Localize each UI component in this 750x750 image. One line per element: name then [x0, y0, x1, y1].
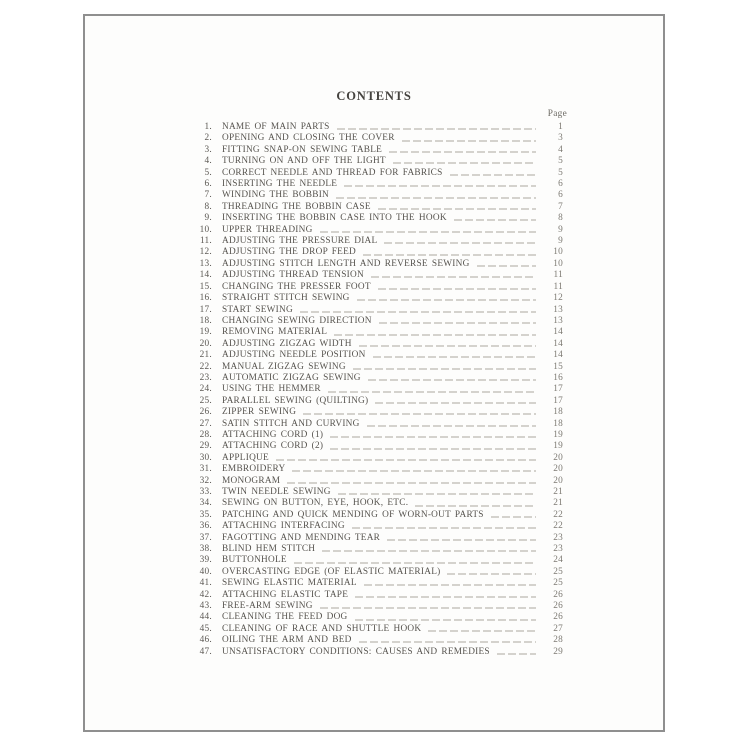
toc-row: [186, 647, 563, 658]
dotted-leader: [477, 266, 536, 267]
toc-entry-page: 20: [553, 452, 563, 463]
toc-row: [186, 327, 563, 338]
dotted-leader: [375, 402, 536, 403]
toc-entry-number: 26.: [199, 407, 212, 418]
page-title: CONTENTS: [336, 89, 412, 103]
toc-entry-title: TURNING ON AND OFF THE LIGHT: [222, 156, 386, 167]
toc-row: [186, 236, 563, 247]
toc-entry-number: 42.: [199, 589, 212, 600]
toc-row: [186, 156, 563, 167]
toc-entry-number: 2.: [204, 133, 212, 144]
toc-entry-page: 15: [553, 361, 563, 372]
dotted-leader: [320, 231, 536, 232]
toc-entry-page: 5: [558, 156, 563, 167]
toc-entry-title: FAGOTTING AND MENDING TEAR: [222, 532, 381, 543]
toc-entry-page: 26: [553, 612, 563, 623]
toc-entry-number: 5.: [204, 167, 212, 178]
toc-row: [186, 498, 563, 509]
toc-entry-page: 26: [553, 589, 563, 600]
toc-entry-number: 25.: [199, 395, 212, 406]
toc-row: [186, 145, 563, 156]
toc-entry-page: 23: [553, 532, 563, 543]
toc-entry-page: 23: [553, 544, 563, 555]
toc-row: [186, 476, 563, 487]
dotted-leader: [330, 437, 536, 438]
dotted-leader: [454, 220, 536, 221]
toc-entry-page: 19: [553, 441, 563, 452]
toc-entry-title: BLIND HEM STITCH: [222, 544, 316, 555]
dotted-leader: [336, 197, 536, 198]
toc-entry-page: 22: [553, 509, 563, 520]
toc-entry-title: ATTACHING CORD (1): [222, 429, 324, 440]
dotted-leader: [363, 254, 536, 255]
toc-entry-number: 21.: [199, 350, 212, 361]
toc-entry-page: 6: [558, 190, 563, 201]
toc-entry-title: TWIN NEEDLE SEWING: [222, 487, 331, 497]
toc-entry-title: NAME OF MAIN PARTS: [222, 122, 330, 132]
dotted-leader: [371, 277, 536, 278]
toc-entry-title: AUTOMATIC ZIGZAG SEWING: [222, 372, 361, 383]
toc-entry-number: 37.: [199, 532, 212, 543]
toc-entry-page: 25: [553, 566, 563, 577]
toc-entry-title: CLEANING OF RACE AND SHUTTLE HOOK: [222, 623, 422, 634]
dotted-leader: [359, 642, 536, 643]
toc-entry-title: PARALLEL SEWING (QUILTING): [222, 395, 369, 406]
toc-entry-page: 27: [553, 623, 563, 634]
toc-entry-title: ADJUSTING NEEDLE POSITION: [222, 350, 366, 361]
dotted-leader: [292, 471, 536, 472]
toc-row: [186, 168, 563, 179]
manual-page: [83, 14, 665, 732]
toc-entry-page: 25: [553, 578, 563, 589]
toc-row: [186, 350, 563, 361]
toc-entry-number: 9.: [204, 213, 212, 224]
toc-entry-number: 36.: [199, 521, 212, 532]
dotted-leader: [357, 300, 536, 301]
toc-entry-title: EMBROIDERY: [222, 464, 286, 475]
toc-entry-number: 27.: [199, 418, 212, 429]
toc-entry-page: 14: [553, 327, 563, 338]
toc-row: [186, 247, 563, 258]
toc-entry-number: 45.: [199, 623, 212, 634]
toc-row: [186, 305, 563, 316]
toc-entry-page: 17: [553, 395, 563, 406]
dotted-leader: [447, 574, 536, 575]
toc-row: [186, 590, 563, 601]
dotted-leader: [497, 653, 536, 654]
toc-entry-number: 6.: [204, 179, 212, 190]
toc-entry-page: 22: [553, 521, 563, 532]
toc-row: [186, 464, 563, 475]
dotted-leader: [300, 311, 536, 312]
toc-entry-number: 32.: [199, 475, 212, 486]
toc-entry-page: 4: [558, 144, 563, 155]
toc-row: [186, 373, 563, 384]
toc-row: [186, 282, 563, 293]
toc-entry-title: CHANGING THE PRESSER FOOT: [222, 281, 371, 292]
toc-entry-page: 10: [553, 247, 563, 258]
toc-entry-title: ADJUSTING THE DROP FEED: [222, 247, 356, 258]
toc-row: [186, 441, 563, 452]
toc-entry-number: 8.: [204, 201, 212, 212]
toc-list: [186, 122, 563, 658]
toc-entry-number: 35.: [199, 509, 212, 520]
toc-entry-title: STRAIGHT STITCH SEWING: [222, 293, 350, 304]
toc-entry-title: MANUAL ZIGZAG SEWING: [222, 361, 346, 372]
dotted-leader: [344, 186, 536, 187]
toc-row: [186, 384, 563, 395]
toc-entry-page: 12: [553, 293, 563, 304]
dotted-leader: [450, 174, 536, 175]
dotted-leader: [334, 334, 536, 335]
dotted-leader: [338, 494, 536, 495]
toc-entry-page: 10: [553, 258, 563, 269]
dotted-leader: [359, 345, 536, 346]
toc-entry-number: 20.: [199, 338, 212, 349]
dotted-leader: [378, 209, 536, 210]
toc-entry-page: 14: [553, 350, 563, 361]
toc-entry-title: ADJUSTING STITCH LENGTH AND REVERSE SEWING: [222, 258, 470, 269]
toc-entry-title: APPLIQUE: [222, 452, 269, 463]
dotted-leader: [373, 357, 536, 358]
toc-entry-title: ATTACHING ELASTIC TAPE: [222, 589, 349, 600]
toc-entry-page: 17: [553, 384, 563, 395]
dotted-leader: [337, 129, 536, 130]
dotted-leader: [294, 562, 536, 563]
toc-row: [186, 122, 563, 133]
toc-entry-number: 11.: [199, 236, 212, 247]
dotted-leader: [384, 243, 536, 244]
toc-entry-title: BUTTONHOLE: [222, 555, 287, 566]
toc-entry-title: ADJUSTING ZIGZAG WIDTH: [222, 338, 352, 349]
toc-entry-number: 46.: [199, 635, 212, 646]
dotted-leader: [393, 163, 536, 164]
toc-entry-page: 20: [553, 464, 563, 475]
dotted-leader: [491, 517, 536, 518]
toc-row: [186, 578, 563, 589]
toc-entry-title: OPENING AND CLOSING THE COVER: [222, 133, 395, 144]
dotted-leader: [364, 585, 536, 586]
toc-entry-number: 19.: [199, 327, 212, 338]
toc-entry-number: 30.: [199, 452, 212, 463]
toc-row: [186, 567, 563, 578]
toc-row: [186, 133, 563, 144]
toc-row: [186, 635, 563, 646]
toc-entry-page: 9: [558, 224, 563, 235]
toc-entry-number: 18.: [199, 315, 212, 326]
page-column-label: Page: [547, 109, 567, 119]
toc-entry-title: UPPER THREADING: [222, 224, 313, 235]
dotted-leader: [379, 323, 536, 324]
toc-entry-title: FREE-ARM SEWING: [222, 601, 313, 612]
toc-entry-title: REMOVING MATERIAL: [222, 327, 328, 338]
toc-entry-number: 41.: [199, 578, 212, 589]
toc-entry-number: 29.: [199, 441, 212, 452]
toc-entry-number: 43.: [199, 601, 212, 612]
toc-entry-title: OILING THE ARM AND BED: [222, 635, 352, 646]
toc-entry-page: 18: [553, 407, 563, 418]
toc-entry-number: 28.: [199, 429, 212, 440]
toc-row: [186, 202, 563, 213]
toc-entry-number: 33.: [199, 487, 212, 497]
toc-row: [186, 533, 563, 544]
toc-entry-title: INSERTING THE NEEDLE: [222, 179, 338, 190]
toc-entry-number: 23.: [199, 372, 212, 383]
toc-row: [186, 362, 563, 373]
toc-entry-page: 26: [553, 601, 563, 612]
toc-entry-title: PATCHING AND QUICK MENDING OF WORN-OUT PARTS: [222, 509, 484, 520]
toc-row: [186, 179, 563, 190]
dotted-leader: [322, 551, 536, 552]
toc-entry-title: ATTACHING CORD (2): [222, 441, 324, 452]
toc-entry-page: 11: [553, 281, 563, 292]
toc-entry-number: 44.: [199, 612, 212, 623]
toc-entry-page: 13: [553, 315, 563, 326]
dotted-leader: [287, 482, 536, 483]
toc-entry-number: 39.: [199, 555, 212, 566]
toc-row: [186, 510, 563, 521]
toc-entry-title: CORRECT NEEDLE AND THREAD FOR FABRICS: [222, 167, 443, 178]
toc-entry-title: WINDING THE BOBBIN: [222, 190, 330, 201]
toc-entry-page: 29: [553, 646, 563, 657]
toc-row: [186, 624, 563, 635]
toc-entry-title: START SEWING: [222, 304, 293, 315]
dotted-leader: [428, 631, 536, 632]
toc-entry-page: 9: [558, 236, 563, 247]
toc-entry-number: 34.: [199, 498, 212, 509]
toc-entry-page: 5: [558, 167, 563, 178]
dotted-leader: [387, 539, 536, 540]
dotted-leader: [415, 505, 536, 506]
toc-row: [186, 612, 563, 623]
dotted-leader: [303, 414, 536, 415]
toc-entry-number: 24.: [199, 384, 212, 395]
toc-row: [186, 487, 563, 498]
toc-row: [186, 430, 563, 441]
toc-row: [186, 521, 563, 532]
toc-entry-number: 1.: [204, 122, 212, 132]
toc-entry-title: USING THE HEMMER: [222, 384, 321, 395]
dotted-leader: [389, 152, 536, 153]
toc-row: [186, 407, 563, 418]
toc-entry-number: 3.: [204, 144, 212, 155]
toc-row: [186, 601, 563, 612]
toc-entry-title: FITTING SNAP-ON SEWING TABLE: [222, 144, 383, 155]
toc-entry-number: 13.: [199, 258, 212, 269]
toc-entry-title: THREADING THE BOBBIN CASE: [222, 201, 371, 212]
toc-row: [186, 190, 563, 201]
dotted-leader: [402, 140, 536, 141]
toc-entry-page: 16: [553, 372, 563, 383]
toc-row: [186, 259, 563, 270]
toc-entry-page: 7: [558, 201, 563, 212]
toc-entry-number: 15.: [199, 281, 212, 292]
toc-entry-page: 6: [558, 179, 563, 190]
toc-entry-number: 16.: [199, 293, 212, 304]
toc-entry-number: 4.: [204, 156, 212, 167]
dotted-leader: [368, 380, 536, 381]
toc-entry-title: INSERTING THE BOBBIN CASE INTO THE HOOK: [222, 213, 447, 224]
toc-entry-title: ADJUSTING THE PRESSURE DIAL: [222, 236, 378, 247]
dotted-leader: [330, 448, 536, 449]
toc-entry-number: 22.: [199, 361, 212, 372]
toc-entry-number: 17.: [199, 304, 212, 315]
toc-entry-page: 11: [553, 270, 563, 281]
toc-entry-title: SEWING ON BUTTON, EYE, HOOK, ETC.: [222, 498, 409, 509]
toc-entry-page: 14: [553, 338, 563, 349]
dotted-leader: [276, 459, 536, 460]
toc-row: [186, 213, 563, 224]
toc-entry-title: ATTACHING INTERFACING: [222, 521, 345, 532]
toc-entry-title: ZIPPER SEWING: [222, 407, 297, 418]
toc-row: [186, 419, 563, 430]
toc-entry-page: 13: [553, 304, 563, 315]
toc-row: [186, 293, 563, 304]
toc-entry-page: 3: [558, 133, 563, 144]
toc-entry-number: 14.: [199, 270, 212, 281]
toc-row: [186, 339, 563, 350]
toc-entry-title: UNSATISFACTORY CONDITIONS: CAUSES AND REMEDIES: [222, 646, 490, 657]
toc-entry-page: 21: [553, 487, 563, 497]
toc-entry-page: 24: [553, 555, 563, 566]
toc-entry-page: 8: [558, 213, 563, 224]
dotted-leader: [355, 619, 536, 620]
toc-entry-page: 1: [558, 122, 563, 132]
toc-entry-page: 28: [553, 635, 563, 646]
toc-entry-title: ADJUSTING THREAD TENSION: [222, 270, 364, 281]
toc-entry-number: 12.: [199, 247, 212, 258]
toc-row: [186, 225, 563, 236]
toc-entry-title: SATIN STITCH AND CURVING: [222, 418, 360, 429]
toc-row: [186, 270, 563, 281]
dotted-leader: [328, 391, 536, 392]
toc-entry-page: 18: [553, 418, 563, 429]
toc-entry-number: 47.: [199, 646, 212, 657]
toc-row: [186, 396, 563, 407]
toc-entry-title: SEWING ELASTIC MATERIAL: [222, 578, 357, 589]
toc-entry-page: 20: [553, 475, 563, 486]
toc-row: [186, 316, 563, 327]
toc-entry-page: 21: [553, 498, 563, 509]
toc-row: [186, 555, 563, 566]
toc-entry-title: CLEANING THE FEED DOG: [222, 612, 348, 623]
toc-entry-page: 19: [553, 429, 563, 440]
toc-entry-number: 38.: [199, 544, 212, 555]
toc-entry-number: 7.: [204, 190, 212, 201]
dotted-leader: [367, 425, 536, 426]
toc-entry-title: CHANGING SEWING DIRECTION: [222, 315, 372, 326]
toc-entry-number: 10.: [199, 224, 212, 235]
toc-entry-number: 31.: [199, 464, 212, 475]
toc-entry-title: MONOGRAM: [222, 475, 281, 486]
dotted-leader: [353, 368, 536, 369]
dotted-leader: [320, 608, 536, 609]
toc-entry-title: OVERCASTING EDGE (OF ELASTIC MATERIAL): [222, 566, 441, 577]
dotted-leader: [378, 288, 536, 289]
toc-row: [186, 453, 563, 464]
dotted-leader: [355, 596, 536, 597]
dotted-leader: [352, 528, 536, 529]
toc-entry-number: 40.: [199, 566, 212, 577]
toc-row: [186, 544, 563, 555]
